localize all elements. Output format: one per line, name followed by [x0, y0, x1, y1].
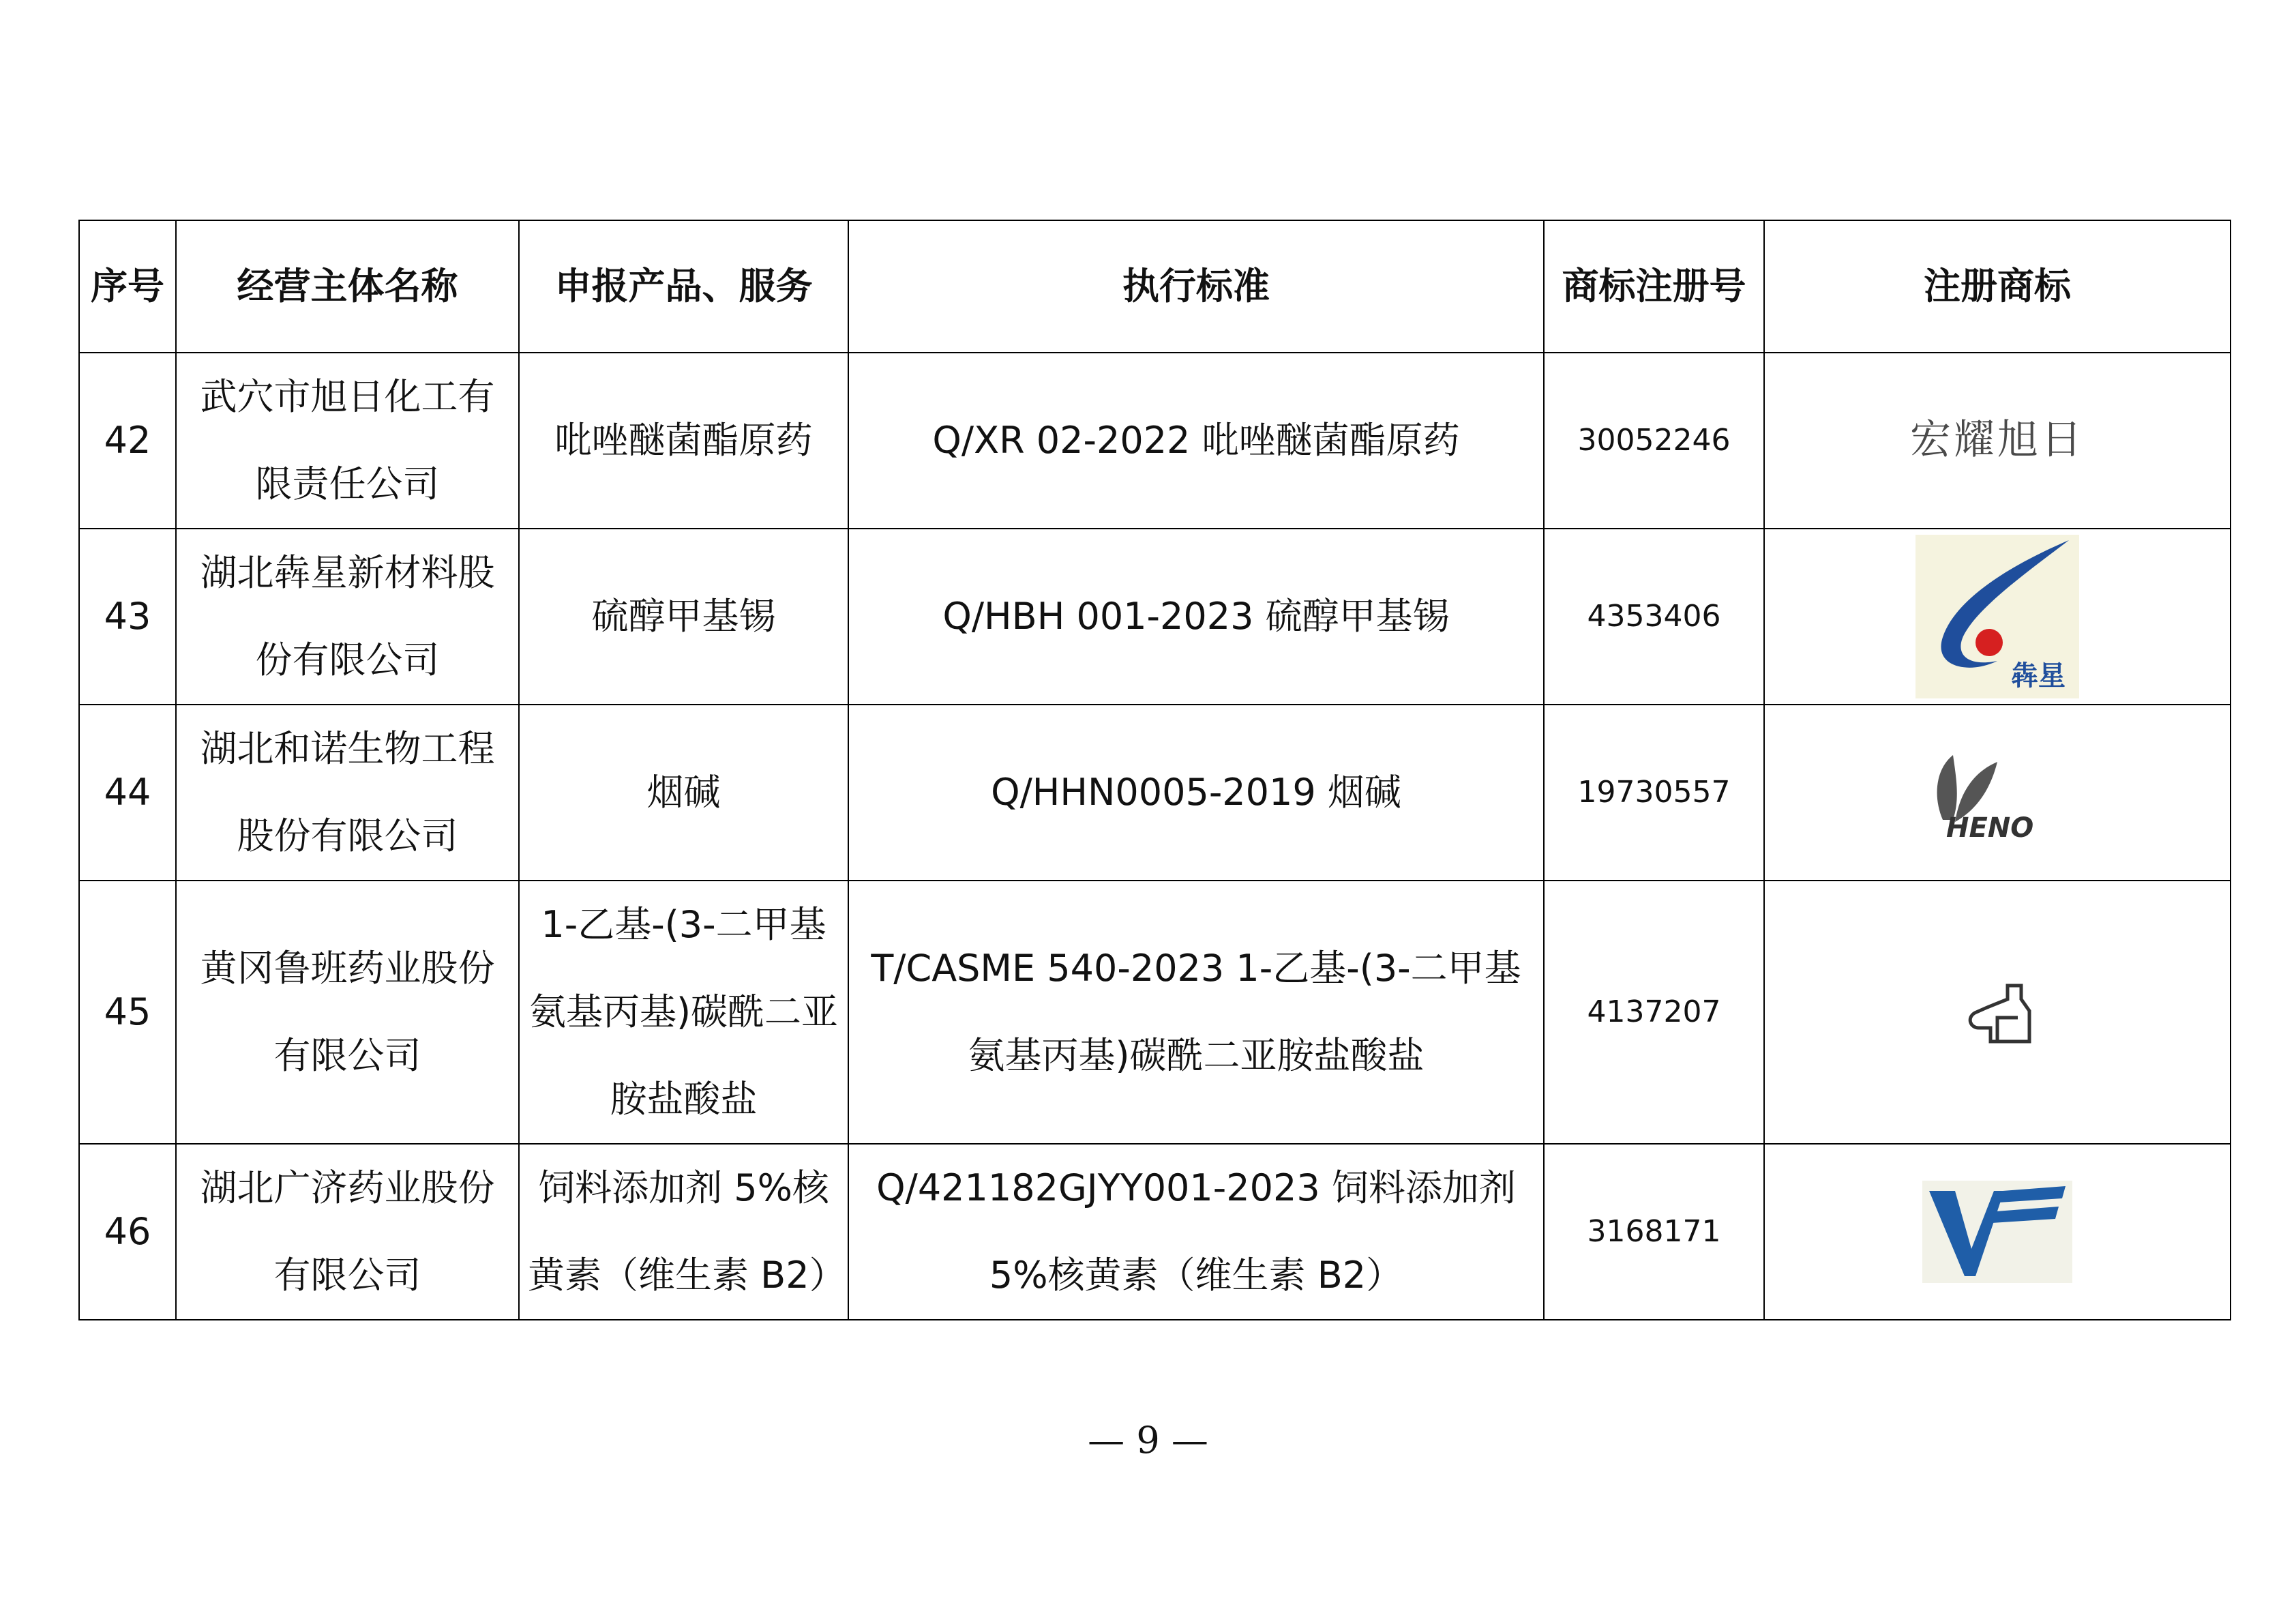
cell-product: 1-乙基-(3-二甲基氨基丙基)碳酰二亚胺盐酸盐 — [519, 881, 848, 1144]
table-row — [79, 705, 2231, 881]
header-seq: 序号 — [79, 220, 176, 353]
cell-name: 武穴市旭日化工有限责任公司 — [176, 353, 519, 529]
flask-outline-logo-icon — [1960, 980, 2035, 1048]
v-stripes-logo-icon — [1922, 1181, 2072, 1283]
trademark-registry-table — [78, 220, 2231, 1320]
swoosh-orbit-logo-icon — [1915, 535, 2079, 698]
cell-name: 湖北和诺生物工程股份有限公司 — [176, 705, 519, 881]
header-standard: 执行标准 — [848, 220, 1544, 353]
table-header-row — [79, 220, 2231, 353]
table-row — [79, 1144, 2231, 1320]
cell-trademark — [1764, 529, 2231, 705]
header-trademark: 注册商标 — [1764, 220, 2231, 353]
header-name: 经营主体名称 — [176, 220, 519, 353]
svg-text:HENO: HENO — [1946, 812, 2034, 844]
cell-reg-no: 19730557 — [1544, 705, 1764, 881]
svg-text:犇星: 犇星 — [2011, 660, 2066, 692]
cell-standard: T/CASME 540-2023 1-乙基-(3-二甲基氨基丙基)碳酰二亚胺盐酸盐 — [848, 881, 1544, 1144]
cell-name: 湖北广济药业股份有限公司 — [176, 1144, 519, 1320]
cell-trademark — [1764, 881, 2231, 1144]
table-row — [79, 881, 2231, 1144]
cell-trademark — [1764, 353, 2231, 529]
header-product: 申报产品、服务 — [519, 220, 848, 353]
cell-trademark — [1764, 1144, 2231, 1320]
cell-standard: Q/XR 02-2022 吡唑醚菌酯原药 — [848, 353, 1544, 529]
cell-trademark — [1764, 705, 2231, 881]
leaf-logo-icon — [1929, 741, 2066, 844]
table-row — [79, 353, 2231, 529]
cell-seq: 46 — [79, 1144, 176, 1320]
cell-reg-no: 3168171 — [1544, 1144, 1764, 1320]
cell-seq: 44 — [79, 705, 176, 881]
cell-standard: Q/421182GJYY001-2023 饲料添加剂 5%核黄素（维生素 B2） — [848, 1144, 1544, 1320]
table-row — [79, 529, 2231, 705]
cell-name: 湖北犇星新材料股份有限公司 — [176, 529, 519, 705]
cell-seq: 42 — [79, 353, 176, 529]
cell-reg-no: 4353406 — [1544, 529, 1764, 705]
cell-reg-no: 30052246 — [1544, 353, 1764, 529]
header-reg-no: 商标注册号 — [1544, 220, 1764, 353]
cell-seq: 43 — [79, 529, 176, 705]
cell-standard: Q/HHN0005-2019 烟碱 — [848, 705, 1544, 881]
cell-seq: 45 — [79, 881, 176, 1144]
page-number: — 9 — — [1088, 1419, 1208, 1462]
cell-product: 硫醇甲基锡 — [519, 529, 848, 705]
cell-name: 黄冈鲁班药业股份有限公司 — [176, 881, 519, 1144]
cell-standard: Q/HBH 001-2023 硫醇甲基锡 — [848, 529, 1544, 705]
cell-reg-no: 4137207 — [1544, 881, 1764, 1144]
cell-product: 吡唑醚菌酯原药 — [519, 353, 848, 529]
trademark-text-logo: 宏耀旭日 — [1910, 416, 2085, 464]
cell-product: 饲料添加剂 5%核黄素（维生素 B2） — [519, 1144, 848, 1320]
cell-product: 烟碱 — [519, 705, 848, 881]
